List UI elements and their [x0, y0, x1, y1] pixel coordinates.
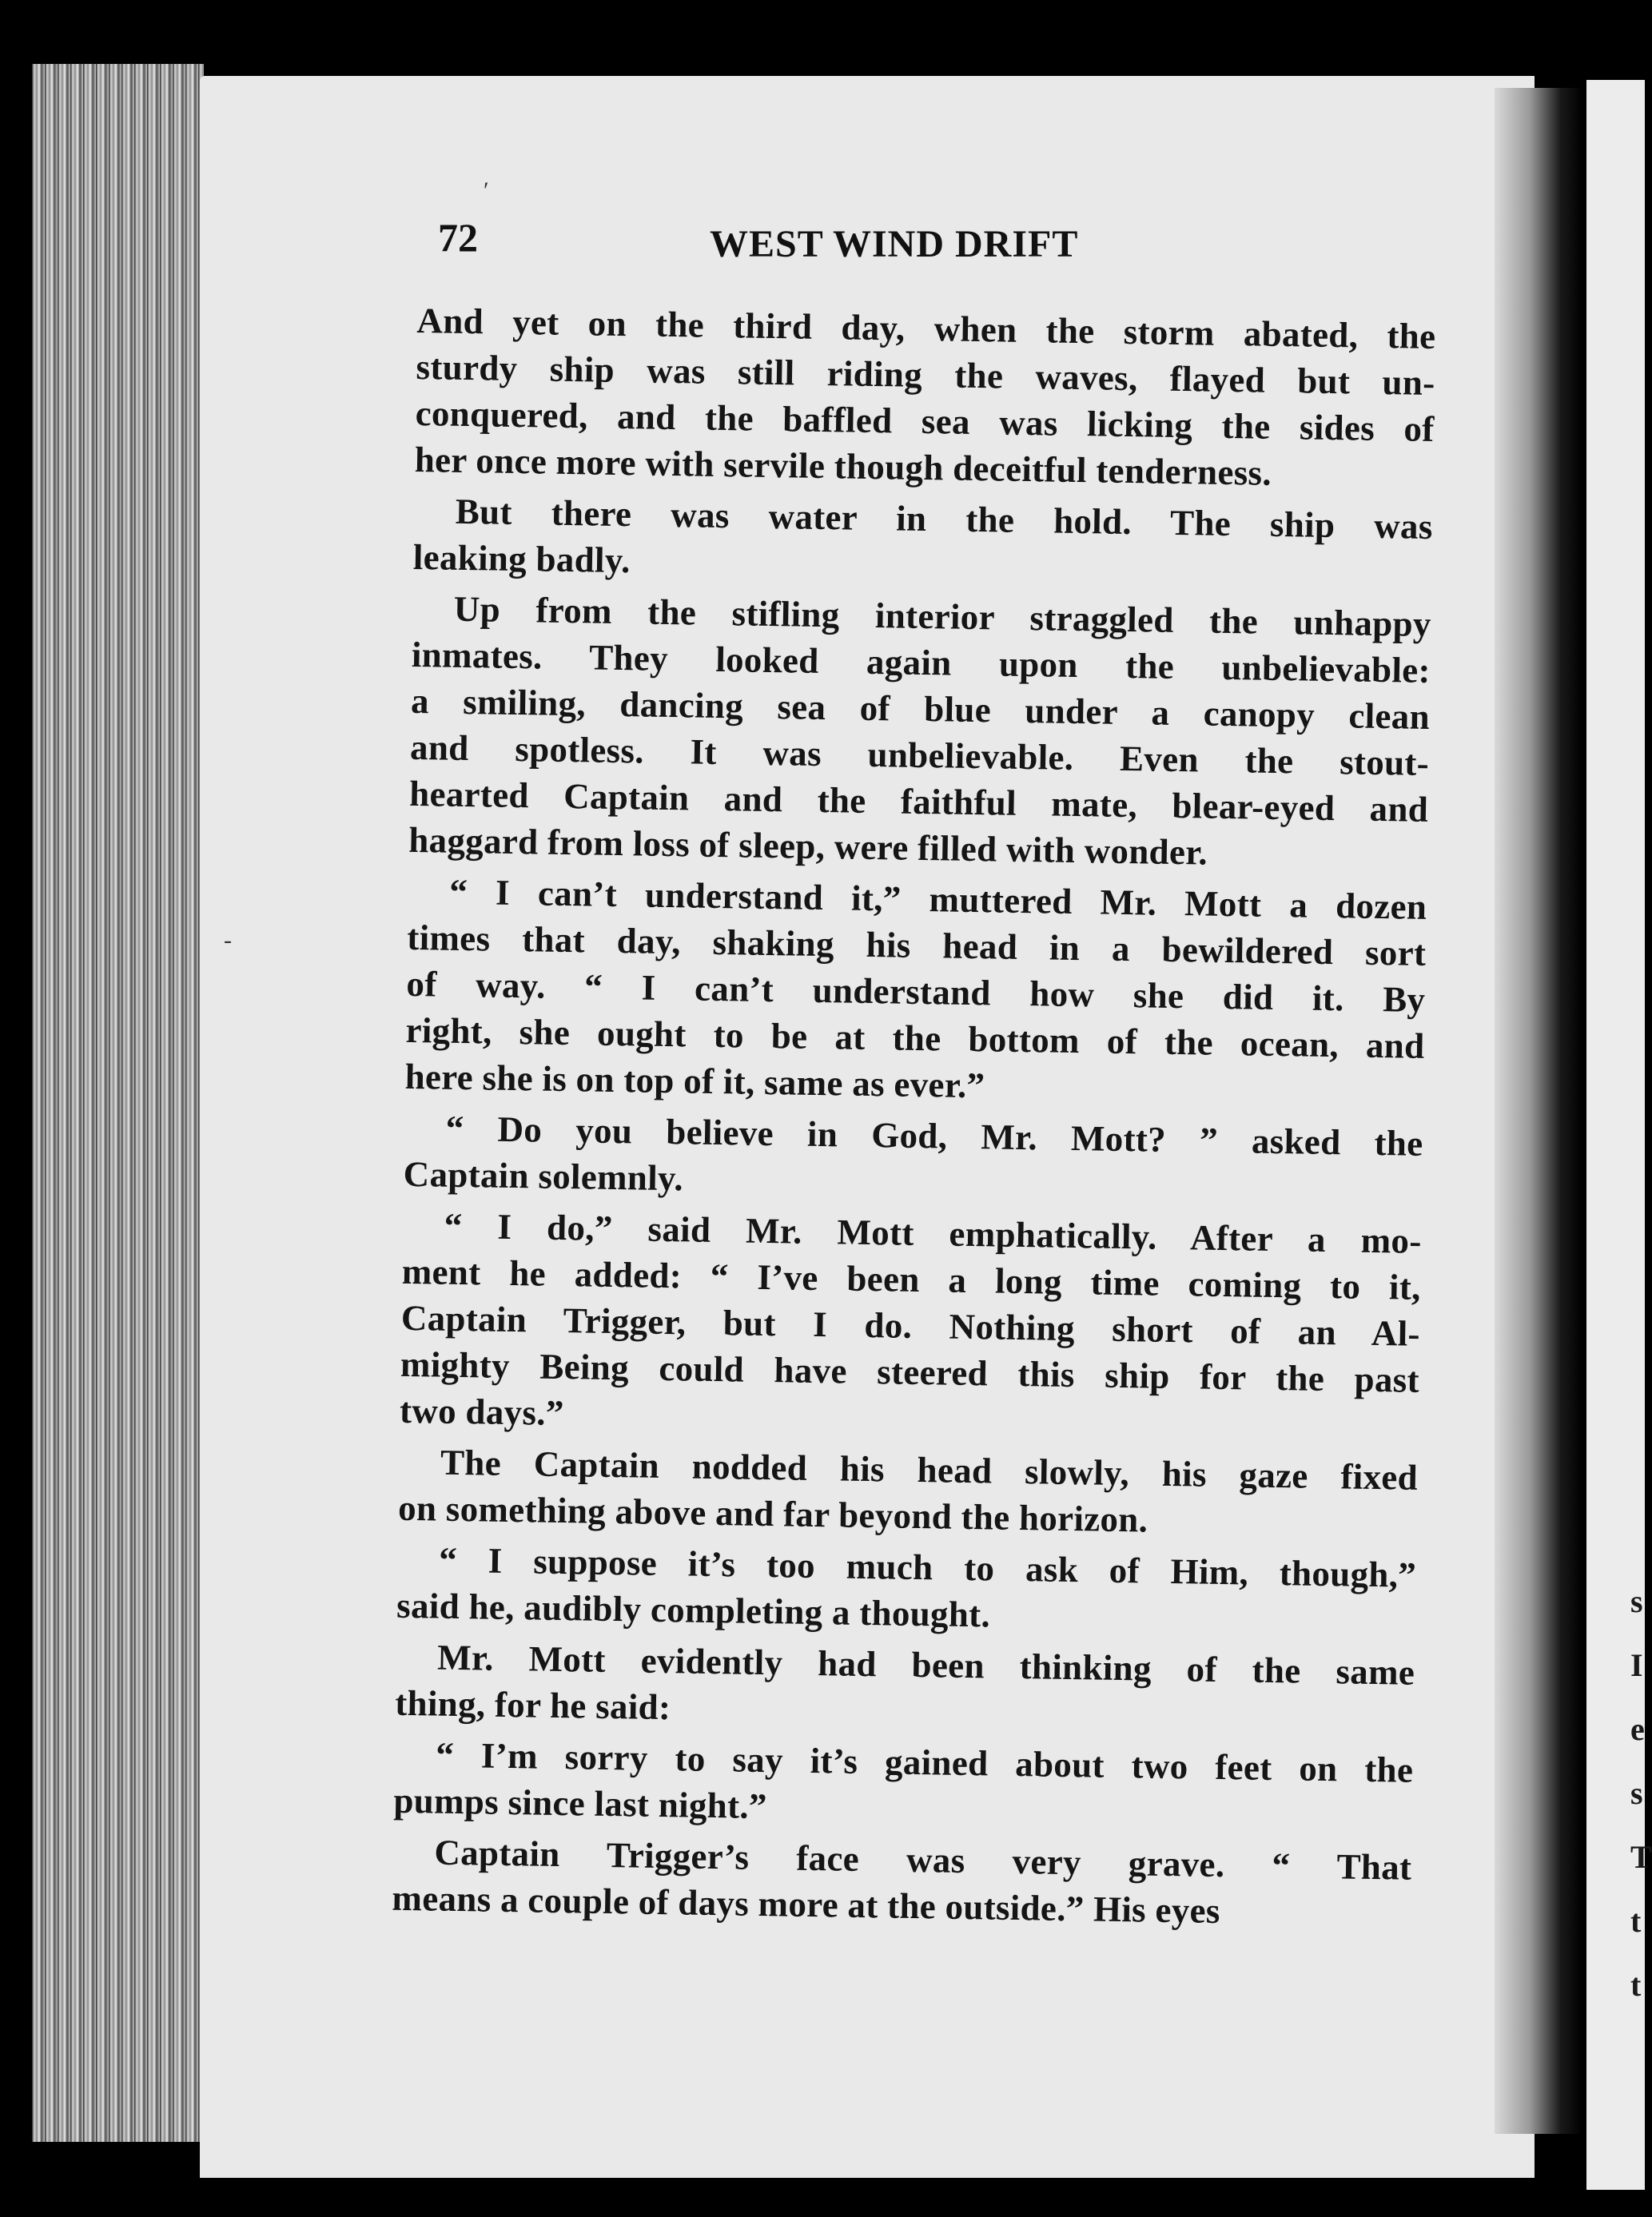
text-line: hearted Captain and the faithful mate, blear-eyed and: [408, 773, 1429, 830]
facing-page-fragment: e: [1630, 1711, 1645, 1747]
text-line: Up from the stifling interior straggled the unhappy: [453, 588, 1432, 644]
text-line: pumps since last night.”: [393, 1780, 768, 1827]
text-line: right, she ought to be at the bottom of the ocean, and: [405, 1009, 1425, 1066]
paragraph: [412, 488, 1433, 596]
text-line: Mr. Mott evidently had been thinking of the same: [436, 1637, 1415, 1693]
facing-page-fragment: I: [1630, 1647, 1643, 1683]
paragraph: [403, 1105, 1423, 1213]
book-page-edges: [32, 64, 204, 2142]
facing-page-edge: [1586, 80, 1652, 2190]
text-line: on something above and far beyond the horizon.: [397, 1487, 1148, 1540]
paragraph: [414, 297, 1435, 499]
text-line: Captain Trigger’s face was very grave. “ That: [434, 1832, 1412, 1888]
facing-page-fragment: s: [1630, 1583, 1643, 1619]
page-number: 72: [438, 215, 478, 260]
text-line: inmates. They looked again upon the unbelievable:: [411, 634, 1431, 691]
text-line: And yet on the third day, when the storm abated, the: [416, 300, 1436, 357]
paragraph: [396, 1536, 1417, 1645]
body-text: [392, 297, 1436, 1937]
text-line: said he, audibly completing a thought.: [396, 1585, 991, 1635]
facing-page-fragment: s: [1630, 1775, 1643, 1811]
text-line: mighty Being could have steered this ship for the past: [400, 1343, 1420, 1400]
paragraph: [400, 1202, 1422, 1450]
paragraph: [392, 1829, 1412, 1937]
text-line: conquered, and the baffled sea was licking the sides of: [415, 392, 1435, 450]
ink-speck: ʹ: [484, 177, 489, 204]
paragraph: [408, 585, 1431, 879]
book-binding-gutter: [1495, 88, 1582, 2134]
text-line: thing, for he said:: [394, 1682, 671, 1728]
facing-page-fragment: T: [1630, 1839, 1652, 1875]
text-line: leaking badly.: [412, 536, 631, 581]
text-line: The Captain nodded his head slowly, his gaze fixed: [440, 1442, 1419, 1498]
text-line: means a couple of days more at the outside.” His eyes: [392, 1877, 1221, 1932]
text-line: and spotless. It was unbelievable. Even the stout-: [409, 726, 1430, 783]
text-line: times that day, shaking his head in a bewildered sort: [407, 917, 1427, 973]
text-line: Captain solemnly.: [403, 1153, 684, 1199]
text-line: “ I’m sorry to say it’s gained about two feet on the: [435, 1734, 1414, 1790]
text-line: her once more with servile though deceitful tenderness.: [414, 439, 1272, 493]
paragraph: [393, 1731, 1414, 1840]
paragraph: [395, 1634, 1415, 1742]
text-line: a smiling, dancing sea of blue under a canopy clean: [410, 680, 1431, 737]
facing-page-fragment: t: [1630, 1903, 1642, 1939]
ink-speck: -: [224, 927, 232, 953]
text-line: But there was water in the hold. The ship was: [455, 491, 1434, 547]
text-line: two days.”: [399, 1390, 565, 1434]
paragraph: [398, 1439, 1419, 1547]
text-line: of way. “ I can’t understand how she did it. By: [406, 963, 1426, 1020]
running-title: WEST WIND DRIFT: [710, 223, 1079, 265]
text-line: “ I do,” said Mr. Mott emphatically. After a mo-: [444, 1205, 1422, 1261]
text-line: ment he added: “ I’ve been a long time coming to it,: [401, 1251, 1422, 1308]
text-line: “ I can’t understand it,” muttered Mr. Mott a dozen: [448, 871, 1427, 927]
text-line: haggard from loss of sleep, were filled with wonder.: [408, 819, 1208, 873]
facing-page-fragment: t: [1630, 1967, 1642, 2003]
text-line: “ I suppose it’s too much to ask of Him, though,”: [438, 1539, 1417, 1595]
text-line: sturdy ship was still riding the waves, flayed but un-: [416, 346, 1435, 404]
paragraph: [404, 868, 1427, 1116]
text-line: “ Do you believe in God, Mr. Mott? ” asked the: [445, 1108, 1423, 1164]
text-line: Captain Trigger, but I do. Nothing short of an Al-: [400, 1297, 1421, 1354]
text-line: here she is on top of it, same as ever.”: [404, 1056, 985, 1106]
